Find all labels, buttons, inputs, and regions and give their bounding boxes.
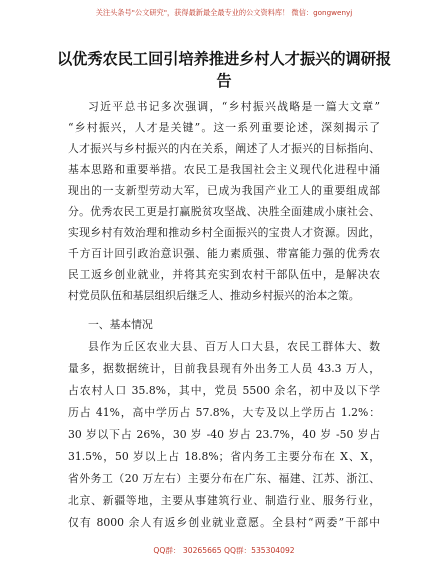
- paragraph-line: 省外务工（20 万左右）主要分布在广东、福建、江苏、浙江、: [68, 472, 380, 485]
- paragraph-line: 现出的一支新型劳动大军，已成为我国产业工人的重要组成部: [68, 184, 380, 197]
- section-heading: 一、基本情况: [88, 318, 153, 331]
- paragraph-line: 30 岁以下占 26%，30 岁 -40 岁占 23.7%，40 岁 -50 岁占: [68, 428, 380, 441]
- paragraph-line: “乡村振兴，人才是关键”。这一系列重要论述，深刻揭示了: [68, 121, 380, 134]
- paragraph-line: 基本思路和重要举措。农民工是我国社会主义现代化进程中涌: [68, 163, 380, 176]
- paragraph-line: 县作为丘区农业大县、百万人口大县，农民工群体大、数: [88, 340, 380, 353]
- paragraph-line: 实现乡村有效治理和推动乡村全面振兴的宝贵人才资源。因此，: [68, 226, 380, 239]
- paragraph-line: 村党员队伍和基层组织后继乏人、推动乡村振兴的治本之策。: [68, 289, 360, 302]
- page-header-banner: 关注头条号"公文研究"，获得最新最全最专业的公文资料库！ 微信：gongwenyj: [95, 8, 353, 17]
- paragraph-line: 占农村人口 35.8%，其中，党员 5500 余名，初中及以下学: [68, 384, 380, 397]
- paragraph-line: 民工返乡创业就业，并将其充实到农村干部队伍中，是解决农: [68, 268, 380, 281]
- page-footer-qq-groups: QQ群： 30265665 QQ群：535304092: [153, 546, 295, 555]
- paragraph-line: 千方百计回引政治意识强、能力素质强、带富能力强的优秀农: [68, 247, 380, 260]
- paragraph-line: 历占 41%，高中学历占 57.8%，大专及以上学历占 1.2%：: [68, 406, 380, 419]
- paragraph-line: 仅有 8000 余人有返乡创业就业意愿。全县村“两委”干部中: [68, 516, 380, 529]
- paragraph-line: 量多，据数据统计，目前我县现有外出务工人员 43.3 万人，: [68, 362, 380, 375]
- paragraph-line: 分。优秀农民工更是打赢脱贫攻坚战、决胜全面建成小康社会、: [68, 205, 380, 218]
- paragraph-line: 人才振兴与乡村振兴的内在关系，阐述了人才振兴的目标指向、: [68, 142, 380, 155]
- paragraph-line: 31.5%，50 岁以上占 18.8%；省内务工主要分布在 X、X，: [68, 450, 380, 463]
- paragraph-line: 北京、新疆等地，主要从事建筑行业、制造行业、服务行业，: [68, 494, 380, 507]
- paragraph-line: 习近平总书记多次强调，“乡村振兴战略是一篇大文章”: [88, 100, 380, 113]
- document-title: 以优秀农民工回引培养推进乡村人才振兴的调研报告: [56, 50, 392, 90]
